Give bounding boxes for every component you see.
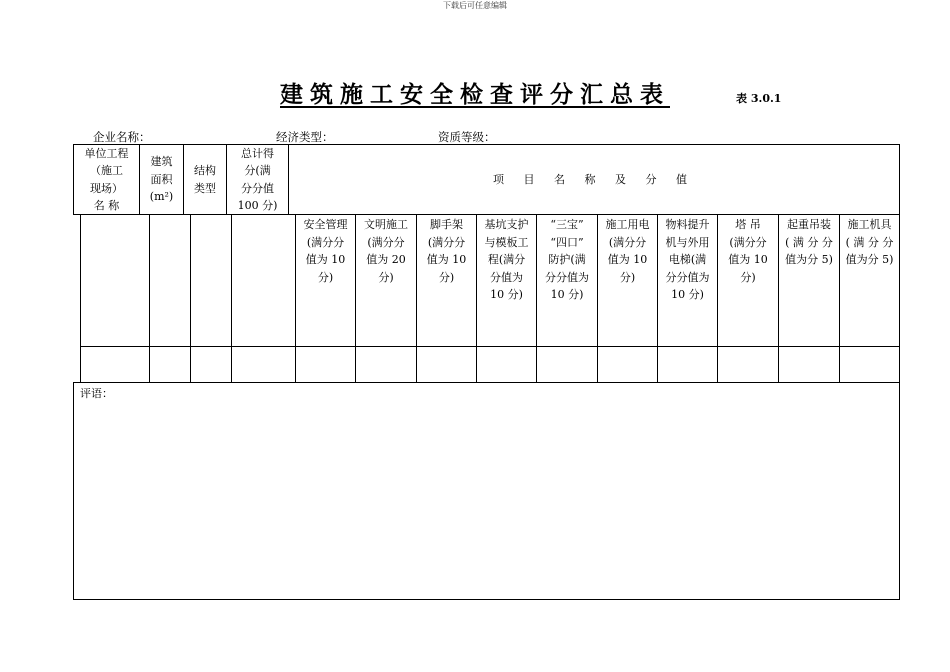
- header-total-line: 分(满: [244, 164, 271, 177]
- score-cell[interactable]: [717, 346, 779, 383]
- header-items-title: [288, 144, 900, 215]
- item-line: 施工用电: [605, 218, 650, 231]
- item-line: “三宝”: [550, 218, 584, 231]
- item-line: 值为 10: [426, 253, 467, 266]
- score-cell[interactable]: [190, 346, 232, 383]
- item-line: 防护(满: [548, 253, 586, 266]
- blank-cell: [80, 214, 150, 347]
- item-line: 物料提升: [665, 218, 710, 231]
- header-total-line: 分分值: [241, 181, 274, 195]
- table-number: 表 3.0.1: [736, 92, 782, 105]
- download-note: 下载后可任意编辑: [443, 1, 507, 10]
- score-cell[interactable]: [231, 346, 296, 383]
- score-cell[interactable]: [416, 346, 477, 383]
- header-area-line: (m²): [149, 190, 174, 204]
- item-line: 分): [619, 270, 636, 284]
- company-name-label: 企业名称：: [93, 130, 151, 144]
- header-unit-line: 现场）: [90, 181, 123, 195]
- item-line: 分): [378, 270, 394, 284]
- item-lifting-hoisting: [778, 214, 840, 347]
- item-line: 起重吊装: [787, 218, 831, 231]
- item-line: 值为 10: [728, 253, 768, 266]
- item-line: “四口”: [550, 235, 584, 249]
- item-line: 分分值为: [545, 270, 589, 284]
- header-structure-type: [183, 144, 227, 215]
- item-line: 10 分): [490, 288, 523, 301]
- item-line: 分): [740, 270, 756, 284]
- item-line: 分): [317, 270, 334, 284]
- score-cell[interactable]: [597, 346, 658, 383]
- header-struct-line: 类型: [194, 181, 216, 195]
- score-cell[interactable]: [80, 346, 150, 383]
- item-line: 值为 20: [366, 253, 406, 266]
- score-cell[interactable]: [839, 346, 900, 383]
- item-construction-electricity: [597, 214, 658, 347]
- item-line: 10 分): [550, 288, 584, 301]
- item-line: 值为 10: [305, 253, 346, 266]
- header-total-score: [226, 144, 289, 215]
- item-line: 施工机具: [847, 218, 892, 231]
- item-line: 值为分 5): [785, 253, 833, 266]
- score-cell[interactable]: [657, 346, 718, 383]
- header-area-line: 面积: [150, 172, 173, 186]
- item-civilized-construction: [355, 214, 417, 347]
- item-line: 程(满分: [487, 253, 526, 266]
- blank-cell: [190, 214, 232, 347]
- score-cell[interactable]: [476, 346, 537, 383]
- item-construction-machinery: [839, 214, 900, 347]
- item-hoist-elevator: [657, 214, 718, 347]
- score-cell[interactable]: [149, 346, 191, 383]
- item-line: 分分值为: [665, 270, 710, 284]
- item-line: 值为 10: [607, 253, 648, 266]
- remarks-label: 评语：: [80, 387, 113, 400]
- item-line: 分): [438, 270, 455, 284]
- remarks-box[interactable]: [73, 382, 900, 600]
- item-foundation-formwork: [476, 214, 537, 347]
- score-cell[interactable]: [536, 346, 598, 383]
- header-area-line: 建筑: [150, 155, 173, 169]
- blank-cell: [149, 214, 191, 347]
- item-line: (满分分: [306, 235, 345, 249]
- items-title-text: 项 目 名 称 及 分 值: [493, 172, 695, 186]
- item-line: 分值为: [490, 270, 523, 284]
- score-cell[interactable]: [778, 346, 840, 383]
- score-cell[interactable]: [355, 346, 417, 383]
- item-safety-management: [295, 214, 356, 347]
- item-line: (满分分: [729, 235, 767, 249]
- item-line: 10 分): [671, 288, 704, 301]
- header-total-line: 总计得: [241, 146, 274, 160]
- item-line: 安全管理: [303, 218, 348, 231]
- header-building-area: [139, 144, 184, 215]
- page-title: 建筑施工安全检查评分汇总表: [280, 81, 670, 108]
- item-line: 文明施工: [364, 218, 408, 231]
- item-line: 值为分 5): [845, 253, 894, 266]
- item-line: 脚手架: [430, 218, 463, 231]
- item-line: ( 满 分 分: [785, 235, 833, 249]
- item-line: (满分分: [367, 235, 405, 249]
- header-unit-project: [73, 144, 140, 215]
- item-line: 电梯(满: [668, 253, 707, 266]
- item-line: 机与外用: [665, 235, 710, 249]
- item-tower-crane: [717, 214, 779, 347]
- item-line: 塔 吊: [735, 218, 761, 231]
- item-line: 基坑支护: [484, 218, 529, 231]
- item-line: (满分分: [608, 235, 647, 249]
- item-line: (满分分: [427, 235, 466, 249]
- header-unit-line: （施工: [90, 164, 123, 177]
- item-line: 与模板工: [484, 235, 529, 249]
- header-struct-line: 结构: [194, 164, 216, 177]
- economy-type-label: 经济类型：: [276, 130, 334, 144]
- item-three-treasures-four-openings: [536, 214, 598, 347]
- header-unit-line: 单位工程: [84, 146, 129, 160]
- qualification-label: 资质等级：: [438, 130, 496, 144]
- item-scaffolding: [416, 214, 477, 347]
- item-line: ( 满 分 分: [845, 235, 894, 249]
- header-unit-line: 名 称: [93, 199, 120, 212]
- header-total-line: 100 分): [237, 199, 278, 212]
- blank-cell: [231, 214, 296, 347]
- score-cell[interactable]: [295, 346, 356, 383]
